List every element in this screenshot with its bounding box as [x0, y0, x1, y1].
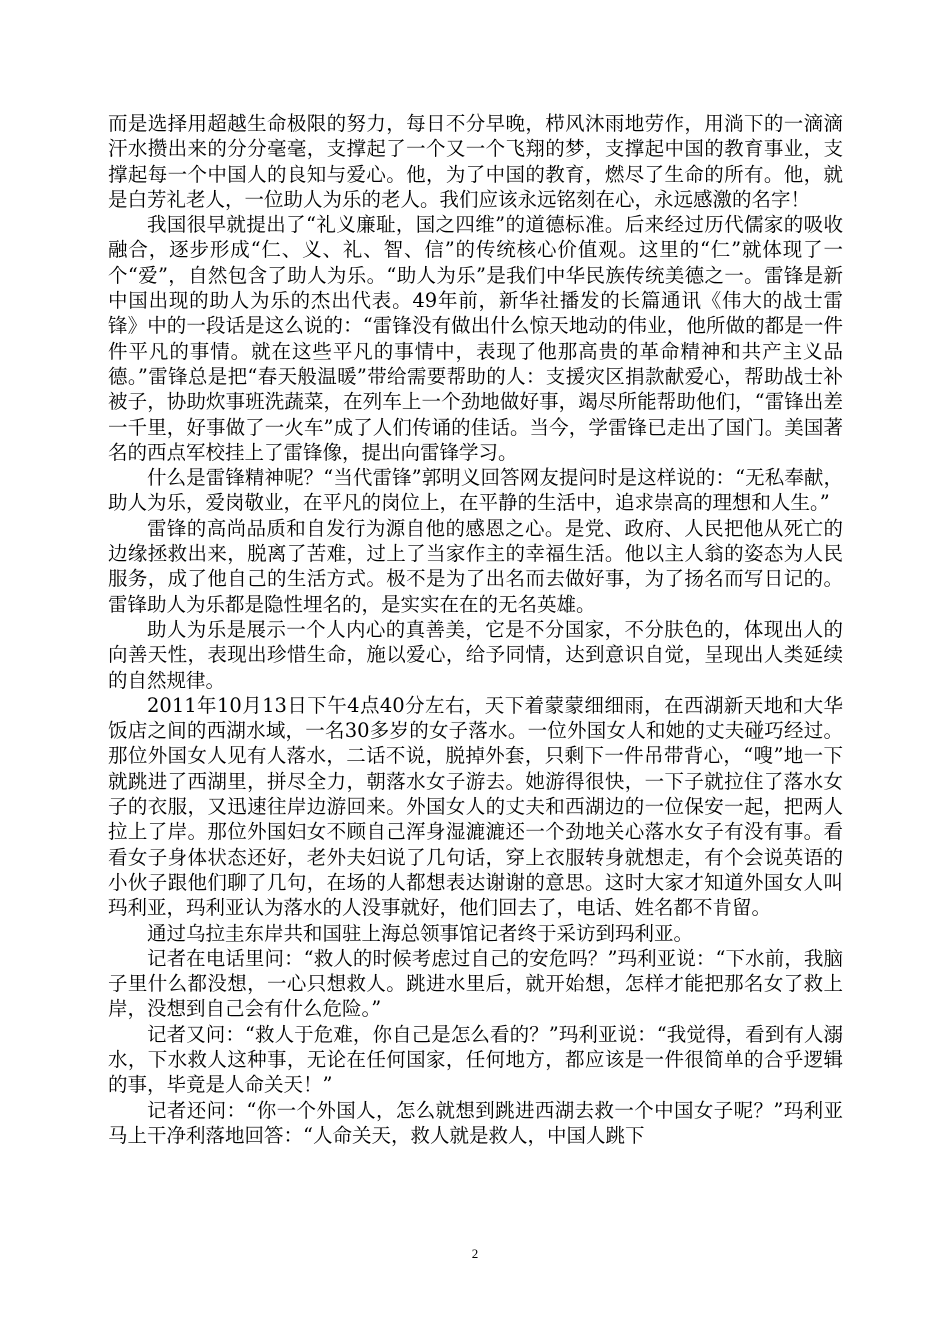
paragraph-2: 我国很早就提出了“礼义廉耻，国之四维”的道德标准。后来经过历代儒家的吸收融合，逐步形成“仁、义、礼、智、信”的传统核心价值观。这里的“仁”就体现了一个“爱”，自然包含了助人为乐。“助人为乐”是我们中华民族传统美德之一。雷锋是新中国出现的助人为乐的杰出代表。49年前，新华社播发的长篇通讯《伟大的战士雷锋》中的一段话是这么说的：“雷锋没有做出什么惊天地动的伟业，他所做的都是一件件平凡的事情。就在这些平凡的事情中，表现了他那高贵的革命精神和共产主义品德。”雷锋总是把“春天般温暖”带给需要帮助的人：支援灾区捐款献爱心，帮助战士补被子，协助炊事班洗蔬菜，在列车上一个劲地做好事，竭尽所能帮助他们，“雷锋出差一千里，好事做了一火车”成了人们传诵的佳话。当今，学雷锋已走出了国门。美国著名的西点军校挂上了雷锋像，提出向雷锋学习。: [108, 213, 843, 464]
paragraph-10: 记者还问：“你一个外国人，怎么就想到跳进西湖去救一个中国女子呢？”玛利亚马上干净利落地回答：“人命关天，救人就是救人，中国人跳下: [108, 1098, 843, 1147]
body-text: [108, 111, 843, 1148]
paragraph-4: 雷锋的高尚品质和自发行为源自他的感恩之心。是党、政府、人民把他从死亡的边缘拯救出来，脱离了苦难，过上了当家作主的幸福生活。他以主人翁的姿态为人民服务，成了他自己的生活方式。极不是为了出名而去做好事，为了扬名而写日记的。雷锋助人为乐都是隐性埋名的，是实实在在的无名英雄。: [108, 516, 843, 616]
paragraph-1: 而是选择用超越生命极限的努力，每日不分早晚，栉风沐雨地劳作，用淌下的一滴滴汗水攒出来的分分毫毫，支撑起了一个又一个飞翔的梦，支撑起中国的教育事业，支撑起每一个中国人的良知与爱心。他，为了中国的教育，燃尽了生命的所有。他，就是白芳礼老人，一位助人为乐的老人。我们应该永远铭刻在心，永远感激的名字！: [108, 112, 843, 211]
paragraph-8: 记者在电话里问：“救人的时候考虑过自己的安危吗？”玛利亚说：“下水前，我脑子里什么都没想，一心只想救人。跳进水里后，就开始想，怎样才能把那名女了救上岸，没想到自己会有什么危险。”: [108, 946, 843, 1021]
paragraph-9: 记者又问：“救人于危难，你自己是怎么看的？”玛利亚说：“我觉得，看到有人溺水，下水救人这种事，无论在任何国家，任何地方，都应该是一件很简单的合乎逻辑的事，毕竟是人命关天！”: [108, 1022, 843, 1097]
paragraph-5: 助人为乐是展示一个人内心的真善美，它是不分国家，不分肤色的，体现出人的向善天性，表现出珍惜生命，施以爱心，给予同情，达到意识自觉，呈现出人类延续的自然规律。: [108, 617, 843, 692]
paragraph-6: 2011年10月13日下午4点40分左右，天下着蒙蒙细细雨，在西湖新天地和大华饭店之间的西湖水域，一名30多岁的女子落水。一位外国女人和她的丈夫碰巧经过。那位外国女人见有人落水，二话不说，脱掉外套，只剩下一件吊带背心，“嗖”地一下就跳进了西湖里，拼尽全力，朝落水女子游去。她游得很快，一下子就拉住了落水女子的衣服，又迅速往岸边游回来。外国女人的丈夫和西湖边的一位保安一起，把两人拉上了岸。那位外国妇女不顾自己浑身湿漉漉还一个劲地关心落水女子有没有事。看看女子身体状态还好，老外夫妇说了几句话，穿上衣服转身就想走，有个会说英语的小伙子跟他们聊了几句，在场的人都想表达谢谢的意思。这时大家才知道外国女人叫玛利亚，玛利亚认为落水的人没事就好，他们回去了，电话、姓名都不肯留。: [108, 693, 843, 920]
paragraph-7: 通过乌拉圭东岸共和国驻上海总领事馆记者终于采访到玛利亚。: [147, 921, 694, 945]
page-number: 2: [471, 1246, 479, 1261]
paragraph-3: 什么是雷锋精神呢？“当代雷锋”郭明义回答网友提问时是这样说的：“无私奉献，助人为乐，爱岗敬业，在平凡的岗位上，在平静的生活中，追求崇高的理想和人生。”: [108, 466, 843, 515]
